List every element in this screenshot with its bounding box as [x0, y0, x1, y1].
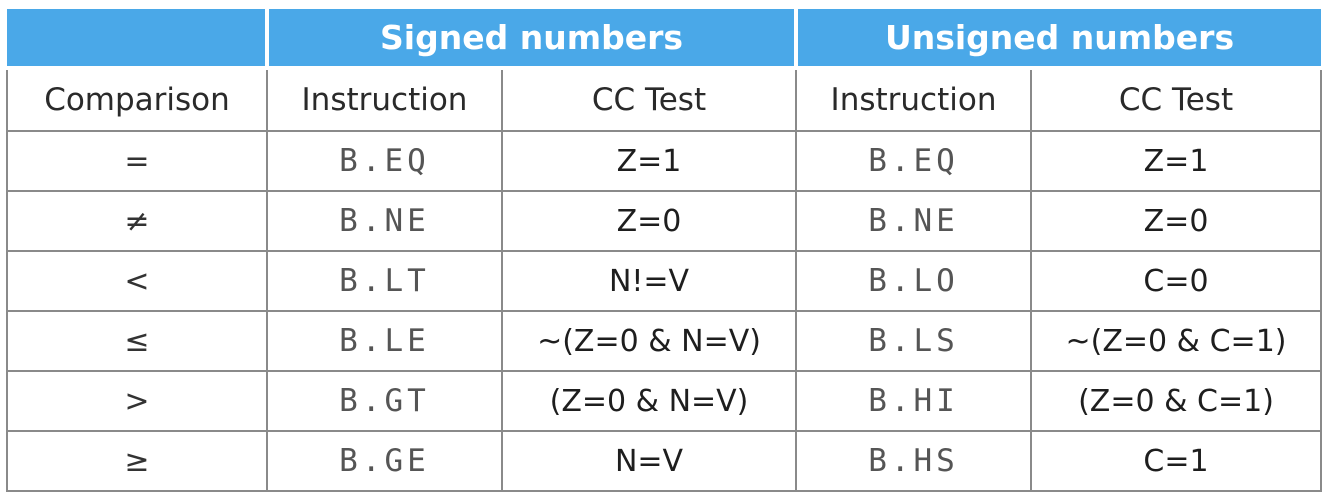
group-header-blank: [7, 9, 267, 68]
table-row: [7, 311, 1321, 371]
signed-instruction-cell: B.LT: [267, 251, 502, 311]
unsigned-instruction-column-header: Instruction: [796, 68, 1031, 131]
signed-instruction-cell: B.EQ: [267, 131, 502, 191]
signed-instruction-cell: B.LE: [267, 311, 502, 371]
unsigned-instruction-cell: B.LO: [796, 251, 1031, 311]
unsigned-instruction-cell: B.LS: [796, 311, 1031, 371]
signed-cc-test-cell: N=V: [502, 431, 796, 491]
signed-instruction-cell: B.GT: [267, 371, 502, 431]
signed-cc-test-cell: N!=V: [502, 251, 796, 311]
branch-condition-table-container: [6, 9, 1320, 491]
comparison-column-header: Comparison: [7, 68, 267, 131]
unsigned-cc-test-cell: (Z=0 & C=1): [1031, 371, 1321, 431]
group-header-row: [7, 9, 1321, 68]
unsigned-cc-test-cell: Z=1: [1031, 131, 1321, 191]
table-row: [7, 251, 1321, 311]
signed-cc-test-cell: Z=1: [502, 131, 796, 191]
signed-instruction-column-header: Instruction: [267, 68, 502, 131]
comparison-cell: =: [7, 131, 267, 191]
table-row: [7, 371, 1321, 431]
comparison-cell: ≠: [7, 191, 267, 251]
signed-cc-test-column-header: CC Test: [502, 68, 796, 131]
comparison-cell: ≤: [7, 311, 267, 371]
unsigned-cc-test-cell: ~(Z=0 & C=1): [1031, 311, 1321, 371]
unsigned-instruction-cell: B.HS: [796, 431, 1031, 491]
unsigned-cc-test-cell: C=1: [1031, 431, 1321, 491]
unsigned-instruction-cell: B.NE: [796, 191, 1031, 251]
comparison-cell: <: [7, 251, 267, 311]
signed-cc-test-cell: Z=0: [502, 191, 796, 251]
comparison-cell: >: [7, 371, 267, 431]
signed-cc-test-cell: (Z=0 & N=V): [502, 371, 796, 431]
table-row: [7, 191, 1321, 251]
signed-instruction-cell: B.NE: [267, 191, 502, 251]
unsigned-instruction-cell: B.EQ: [796, 131, 1031, 191]
table-row: [7, 131, 1321, 191]
comparison-cell: ≥: [7, 431, 267, 491]
signed-numbers-header: Signed numbers: [267, 9, 796, 68]
branch-condition-table: [6, 9, 1322, 492]
unsigned-cc-test-column-header: CC Test: [1031, 68, 1321, 131]
unsigned-numbers-header: Unsigned numbers: [796, 9, 1321, 68]
table-row: [7, 431, 1321, 491]
unsigned-cc-test-cell: C=0: [1031, 251, 1321, 311]
signed-cc-test-cell: ~(Z=0 & N=V): [502, 311, 796, 371]
unsigned-instruction-cell: B.HI: [796, 371, 1031, 431]
unsigned-cc-test-cell: Z=0: [1031, 191, 1321, 251]
column-header-row: [7, 68, 1321, 131]
signed-instruction-cell: B.GE: [267, 431, 502, 491]
